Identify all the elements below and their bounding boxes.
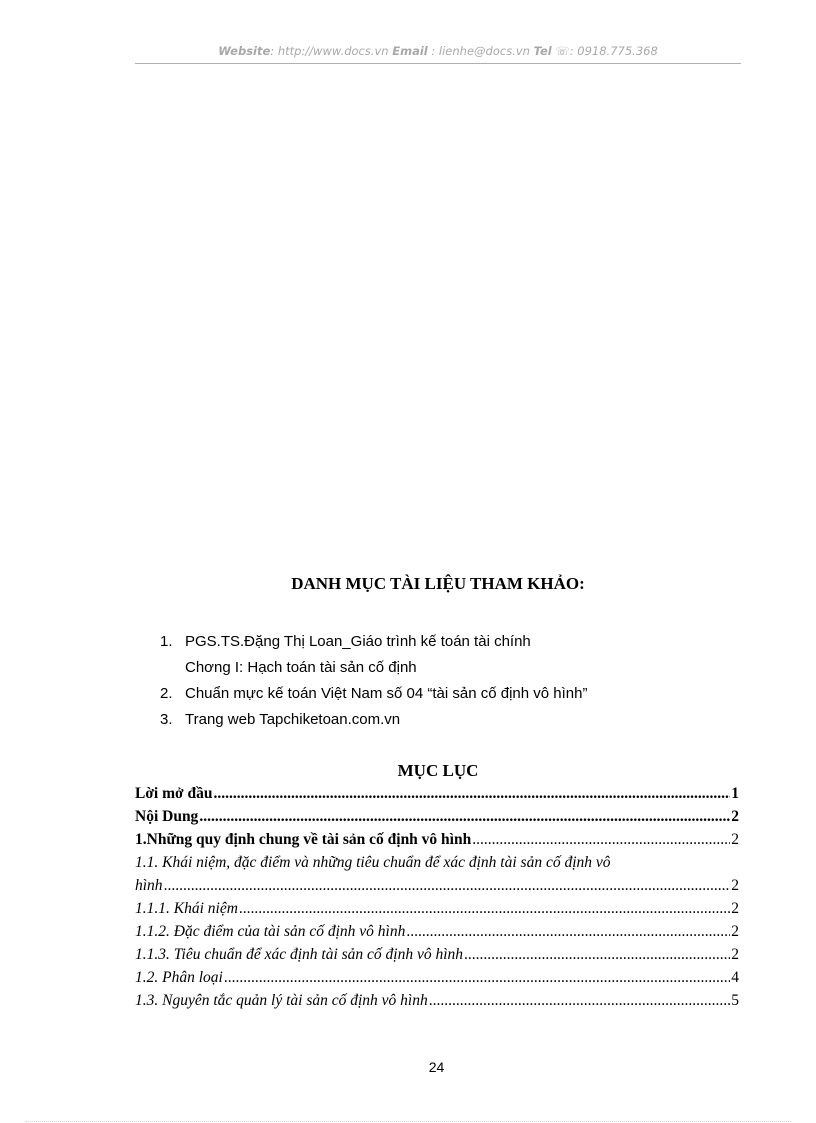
tel-value: : 0918.775.368 — [569, 44, 658, 58]
page-header — [135, 44, 741, 58]
phone-icon: ☏ — [555, 44, 570, 58]
toc-entry-page: 4 — [731, 969, 739, 986]
toc-entry-text: 1.1.1. Khái niệm — [135, 900, 238, 917]
reference-text: Trang web Tapchiketoan.com.vn — [185, 711, 401, 728]
toc-entry[interactable] — [135, 828, 739, 851]
toc-entry-line1[interactable] — [135, 851, 739, 874]
toc-entry[interactable] — [135, 805, 739, 828]
page-number: 24 — [428, 1059, 445, 1075]
reference-number: 3. — [160, 711, 173, 728]
email-value: : lienhe@docs.vn — [431, 44, 530, 58]
toc-leader-dots — [429, 989, 731, 1012]
toc-entry-text: 1.1.3. Tiêu chuẩn để xác định tài sản cố định vô hình — [135, 946, 464, 963]
toc-entry[interactable] — [135, 989, 739, 1012]
toc-entry-text: 1.1. Khái niệm, đặc điểm và những tiêu chuẩn để xác định tài sản cố định vô — [135, 854, 611, 871]
toc-leader-dots — [224, 966, 730, 989]
toc-entry-page: 2 — [731, 900, 739, 917]
reference-text: PGS.TS.Đặng Thị Loan_Giáo trình kế toán tài chính — [185, 633, 531, 650]
toc-entry-page: 2 — [731, 808, 739, 825]
tel-label: Tel — [533, 44, 552, 58]
reference-text: Chuẩn mực kế toán Việt Nam số 04 “tài sản cố định vô hình” — [185, 685, 588, 702]
toc-entry-text: 1.3. Nguyên tắc quản lý tài sản cố định vô hình — [135, 992, 428, 1009]
toc-entry-page: 1 — [731, 785, 739, 802]
toc-entry-page: 5 — [731, 992, 739, 1009]
toc-entry[interactable] — [135, 943, 739, 966]
header-divider — [135, 63, 741, 64]
table-of-contents — [135, 782, 739, 1012]
reference-item — [160, 629, 720, 655]
website-value: : http://www.docs.vn — [270, 44, 389, 58]
footer-divider — [25, 1121, 791, 1122]
toc-entry-text: 1.1.2. Đặc điểm của tài sản cố định vô hình — [135, 923, 406, 940]
toc-leader-dots — [406, 920, 730, 943]
reference-item — [160, 681, 720, 707]
toc-entry-text: Nội Dung — [135, 808, 199, 825]
toc-leader-dots — [464, 943, 730, 966]
reference-number: 2. — [160, 685, 173, 702]
reference-item-continued — [160, 655, 720, 681]
toc-entry[interactable] — [135, 897, 739, 920]
toc-entry[interactable] — [135, 874, 739, 897]
toc-entry-page: 2 — [731, 946, 739, 963]
references-list — [160, 629, 720, 733]
website-label: Website — [218, 44, 271, 58]
toc-title: MỤC LỤC — [397, 761, 479, 780]
toc-leader-dots — [199, 805, 730, 828]
email-label: Email — [392, 44, 428, 58]
toc-entry-text: Lời mở đầu — [135, 785, 213, 802]
reference-text: Chơng I: Hạch toán tài sản cố định — [185, 659, 417, 676]
toc-entry[interactable] — [135, 920, 739, 943]
toc-entry-page: 2 — [731, 831, 739, 848]
toc-entry[interactable] — [135, 782, 739, 805]
toc-leader-dots — [213, 782, 730, 805]
toc-entry-text: 1.Những quy định chung về tài sản cố định vô hình — [135, 831, 472, 848]
toc-entry[interactable] — [135, 966, 739, 989]
toc-entry-page: 2 — [731, 877, 739, 894]
toc-entry-text: 1.2. Phân loại — [135, 969, 223, 986]
toc-leader-dots — [164, 874, 731, 897]
toc-leader-dots — [239, 897, 730, 920]
reference-number: 1. — [160, 633, 173, 650]
reference-item — [160, 707, 720, 733]
toc-entry-text: hình — [135, 877, 163, 894]
references-title: DANH MỤC TÀI LIỆU THAM KHẢO: — [291, 574, 585, 593]
toc-entry-page: 2 — [731, 923, 739, 940]
toc-leader-dots — [472, 828, 730, 851]
